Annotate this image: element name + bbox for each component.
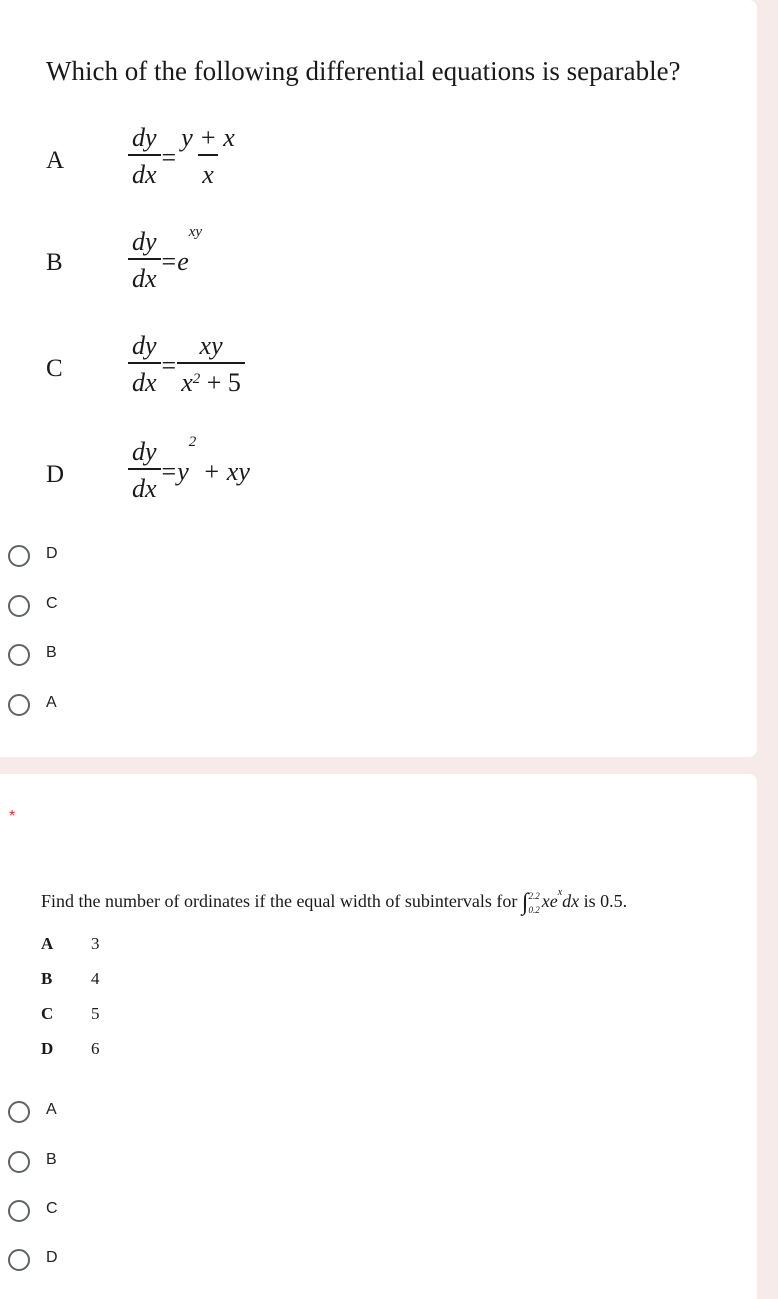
choice-letter: A xyxy=(41,934,54,953)
integral-upper-limit: 2.2 xyxy=(528,891,540,901)
radio-circle-icon[interactable] xyxy=(8,644,30,666)
choice-letter: D xyxy=(41,1039,54,1058)
choice-value: 3 xyxy=(91,934,100,953)
equation-a xyxy=(128,122,239,194)
radio-option-label: C xyxy=(46,595,58,612)
integrand-exponent: x xyxy=(557,887,563,898)
eq-rhs-exponent: xy xyxy=(188,224,203,241)
choice-value: 4 xyxy=(91,969,100,988)
radio-circle-icon[interactable] xyxy=(8,1151,30,1173)
equation-row-a xyxy=(0,122,740,212)
equation-row-d xyxy=(0,436,740,526)
choice-row-c xyxy=(41,1004,241,1034)
eq-rhs-denominator: x xyxy=(198,154,218,194)
choice-value: 5 xyxy=(91,1004,100,1023)
radio-option-label: D xyxy=(46,1249,58,1266)
choice-value: 6 xyxy=(91,1039,100,1058)
eq-rhs-rest: + xy xyxy=(196,457,250,486)
radio-circle-icon[interactable] xyxy=(8,1249,30,1271)
radio-option-label: C xyxy=(46,1200,58,1217)
equation-letter: D xyxy=(46,461,65,488)
radio-circle-icon[interactable] xyxy=(8,1200,30,1222)
eq-numerator: dy xyxy=(132,123,157,152)
radio-circle-icon[interactable] xyxy=(8,1101,30,1123)
integral-lower-limit: 0.2 xyxy=(528,905,540,915)
eq-equals: = xyxy=(161,247,177,276)
choice-letter: B xyxy=(41,969,53,988)
question-1-title: Which of the following differential equations is separable? xyxy=(46,56,681,86)
radio-option-b-q2[interactable] xyxy=(0,1142,300,1182)
equation-row-b xyxy=(0,226,740,316)
radio-circle-icon[interactable] xyxy=(8,545,30,567)
eq-denominator: dx xyxy=(128,468,161,508)
choice-row-d xyxy=(41,1039,241,1069)
radio-circle-icon[interactable] xyxy=(8,694,30,716)
radio-option-label: B xyxy=(46,1151,57,1168)
question-2-text-after: is 0.5. xyxy=(583,891,628,912)
eq-equals: = xyxy=(161,143,177,172)
equation-row-c xyxy=(0,330,740,420)
eq-numerator: dy xyxy=(132,437,157,466)
integral-expression xyxy=(521,887,580,916)
eq-denominator: dx xyxy=(128,362,161,402)
radio-option-label: B xyxy=(46,644,57,661)
radio-option-d-q2[interactable] xyxy=(0,1240,300,1280)
radio-option-a[interactable] xyxy=(0,685,300,725)
integral-dx: dx xyxy=(562,891,580,912)
eq-equals: = xyxy=(161,457,177,486)
equation-letter: B xyxy=(46,249,63,276)
eq-numerator: dy xyxy=(132,227,157,256)
eq-rhs-base: y xyxy=(177,457,189,486)
radio-option-c[interactable] xyxy=(0,586,300,626)
choice-row-b xyxy=(41,969,241,999)
eq-denominator: dx xyxy=(128,258,161,298)
choice-row-a xyxy=(41,934,241,964)
equation-letter: C xyxy=(46,355,63,382)
eq-numerator: dy xyxy=(132,331,157,360)
radio-circle-icon[interactable] xyxy=(8,595,30,617)
equation-letter: A xyxy=(46,147,65,174)
radio-option-label: D xyxy=(46,545,58,562)
equation-c xyxy=(128,330,245,402)
integrand: xe xyxy=(541,891,558,912)
radio-option-label: A xyxy=(46,694,57,711)
radio-option-a-q2[interactable] xyxy=(0,1092,300,1132)
radio-option-c-q2[interactable] xyxy=(0,1191,300,1231)
integral-sign: ∫ xyxy=(521,889,529,916)
eq-rhs-denominator: $x^2 + 5$ xyxy=(177,362,245,402)
required-asterisk: * xyxy=(9,808,16,825)
radio-option-d[interactable] xyxy=(0,536,300,576)
equation-d xyxy=(128,436,250,508)
eq-rhs-exponent: 2 xyxy=(188,434,197,451)
eq-equals: = xyxy=(161,351,177,380)
choice-letter: C xyxy=(41,1004,54,1023)
eq-rhs-numerator: y + x xyxy=(181,123,235,152)
equation-b xyxy=(128,226,202,298)
eq-rhs-base: e xyxy=(177,247,189,276)
question-2-text xyxy=(41,889,627,917)
radio-option-b[interactable] xyxy=(0,635,300,675)
radio-option-label: A xyxy=(46,1101,57,1118)
eq-rhs-numerator: xy xyxy=(199,331,223,360)
question-2-text-before: Find the number of ordinates if the equal width of subintervals for xyxy=(41,891,518,912)
eq-denominator: dx xyxy=(128,154,161,194)
